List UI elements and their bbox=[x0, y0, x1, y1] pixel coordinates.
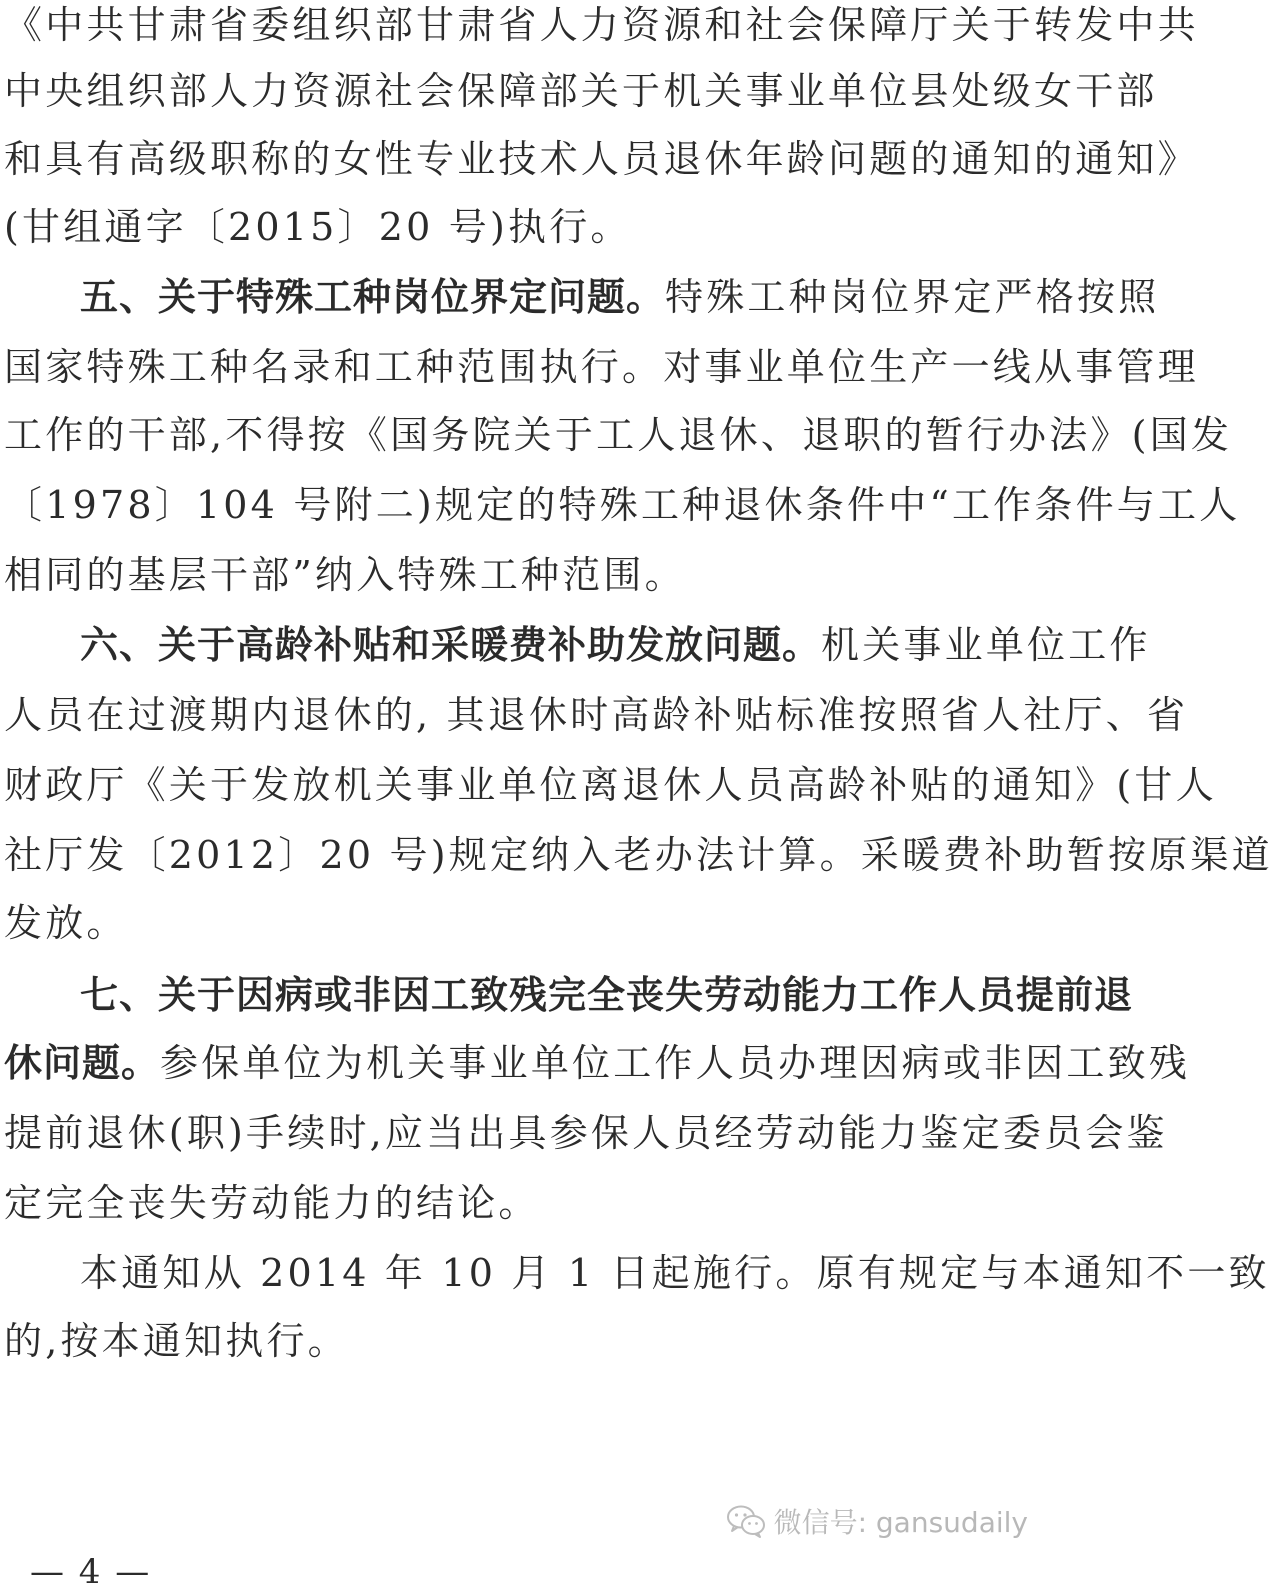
paragraph-line: 财政厅《关于发放机关事业单位离退休人员高龄补贴的通知》(甘人 bbox=[4, 763, 1217, 807]
wechat-icon bbox=[726, 1504, 766, 1538]
section-7-heading: 七、关于因病或非因工致残完全丧失劳动能力工作人员提前退 bbox=[80, 973, 1134, 1017]
paragraph-line: (甘组通字〔2015〕20 号)执行。 bbox=[4, 205, 632, 249]
paragraph-line: 和具有高级职称的女性专业技术人员退休年龄问题的通知的通知》 bbox=[4, 137, 1199, 181]
section-5-text: 特殊工种岗位界定严格按照 bbox=[665, 275, 1160, 319]
paragraph-line: 相同的基层干部”纳入特殊工种范围。 bbox=[4, 553, 686, 597]
closing-line: 的,按本通知执行。 bbox=[4, 1319, 349, 1363]
paragraph-line: 中央组织部人力资源社会保障部关于机关事业单位县处级女干部 bbox=[4, 69, 1158, 113]
paragraph-line: 工作的干部,不得按《国务院关于工人退休、退职的暂行办法》(国发 bbox=[4, 413, 1233, 457]
paragraph-line: 社厅发〔2012〕20 号)规定纳入老办法计算。采暖费补助暂按原渠道 bbox=[4, 833, 1273, 877]
wechat-watermark bbox=[726, 1500, 1028, 1542]
paragraph-line: 〔1978〕104 号附二)规定的特殊工种退休条件中“工作条件与工人 bbox=[4, 483, 1241, 527]
closing-line: 本通知从 2014 年 10 月 1 日起施行。原有规定与本通知不一致 bbox=[80, 1251, 1270, 1295]
section-5-heading: 五、关于特殊工种岗位界定问题。 bbox=[80, 275, 666, 319]
paragraph-line: 国家特殊工种名录和工种范围执行。对事业单位生产一线从事管理 bbox=[4, 345, 1199, 389]
paragraph-line: 发放。 bbox=[4, 901, 128, 945]
section-7-second-line bbox=[4, 1038, 1191, 1088]
section-7-text: 参保单位为机关事业单位工作人员办理因病或非因工致残 bbox=[160, 1041, 1191, 1085]
section-7-heading-end: 休问题。 bbox=[4, 1041, 161, 1085]
section-6-heading: 六、关于高龄补贴和采暖费补助发放问题。 bbox=[80, 623, 822, 667]
paragraph-line: 人员在过渡期内退休的, 其退休时高龄补贴标准按照省人社厅、省 bbox=[4, 693, 1189, 737]
section-5-first-line bbox=[4, 272, 1160, 322]
watermark-text: 微信号: gansudaily bbox=[773, 1506, 1028, 1539]
page-number: — 4 — bbox=[30, 1552, 152, 1592]
section-6-first-line bbox=[4, 620, 1151, 670]
section-6-text: 机关事业单位工作 bbox=[821, 623, 1151, 667]
paragraph-line: 《中共甘肃省委组织部甘肃省人力资源和社会保障厅关于转发中共 bbox=[4, 3, 1199, 47]
paragraph-line: 定完全丧失劳动能力的结论。 bbox=[4, 1181, 540, 1225]
paragraph-line: 提前退休(职)手续时,应当出具参保人员经劳动能力鉴定委员会鉴 bbox=[4, 1111, 1168, 1155]
